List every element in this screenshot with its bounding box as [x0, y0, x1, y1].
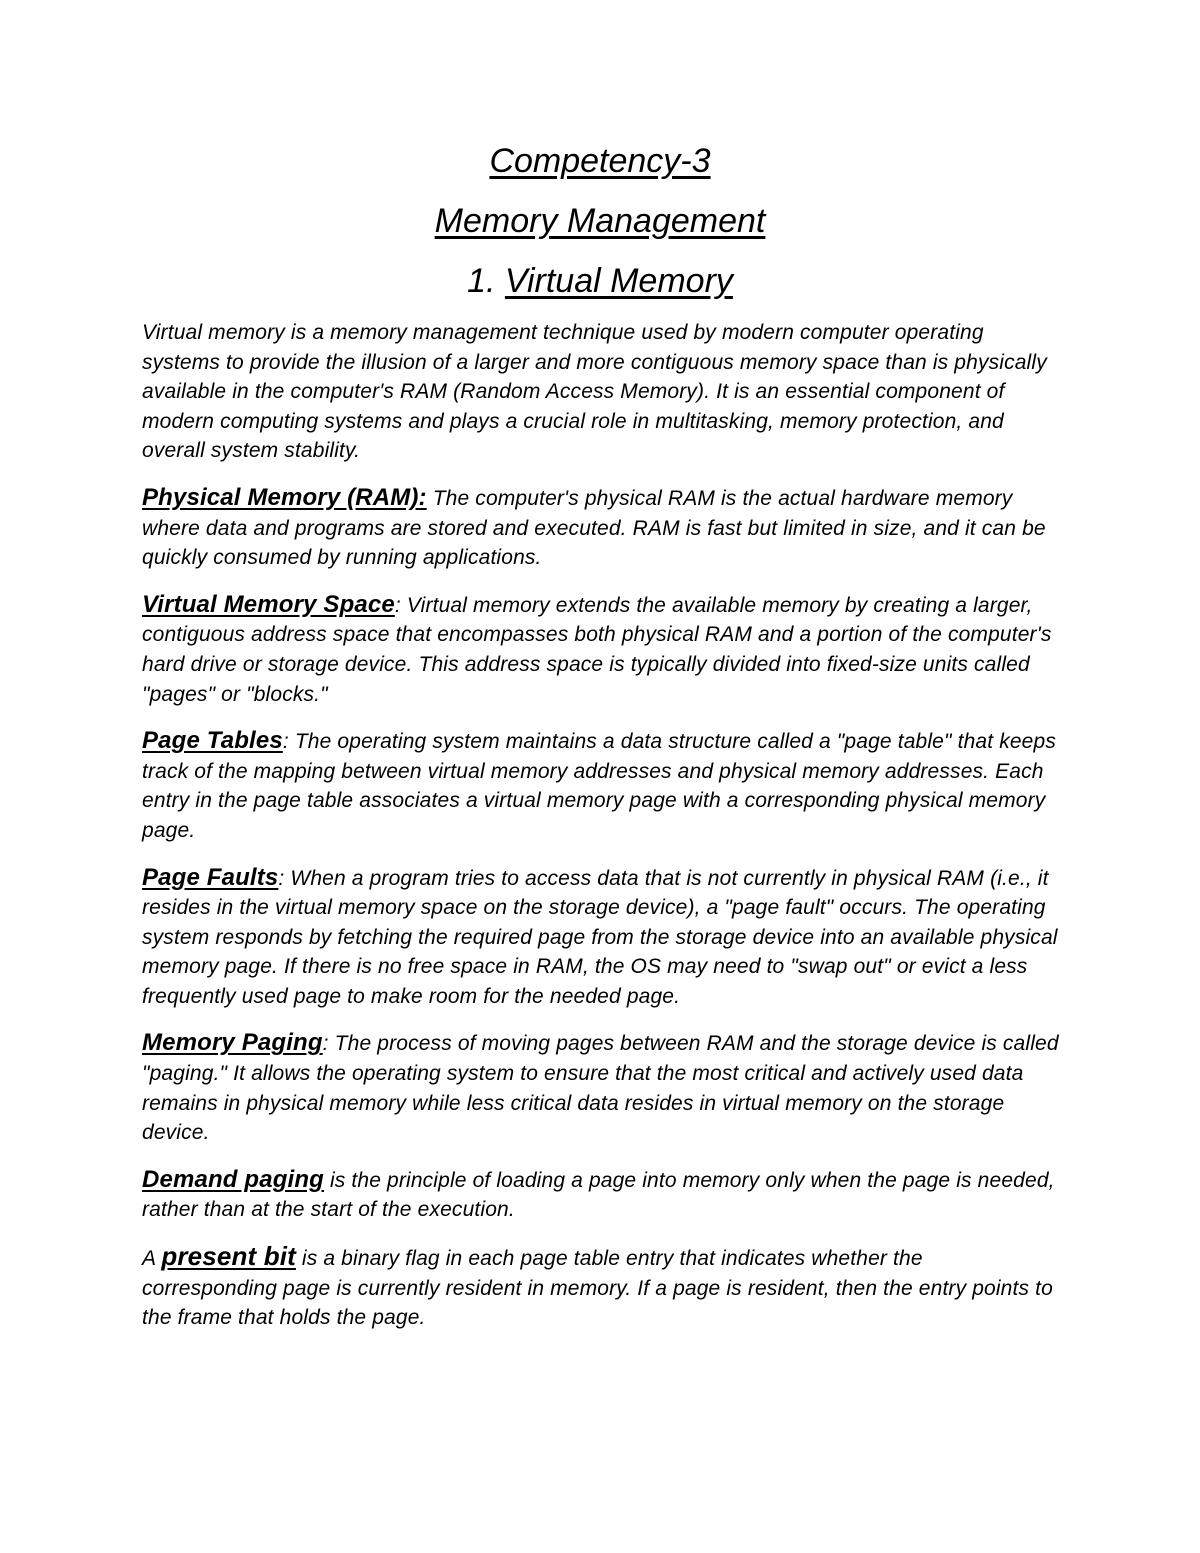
document-title-text: Competency-3	[489, 142, 711, 180]
separator: :	[282, 730, 289, 754]
definition-memory-paging: The process of moving pages between RAM and the storage device is called "paging." It allows the operating system to ensure that the most critical and actively used data remains in physical memory while less critical data resides in virtual memory on the storage device.	[142, 1032, 1059, 1145]
separator: :	[322, 1032, 329, 1056]
term-physical-memory: Physical Memory (RAM):	[142, 483, 427, 511]
definition-virtual-memory-space: Virtual memory extends the available memory by creating a larger, contiguous address space that encompasses both physical RAM and a portion of the computer's hard drive or storage device. This address space is typically divided into fixed-size units called "pages" or "blocks."	[142, 593, 1052, 706]
document-title	[0, 141, 1200, 181]
document-body	[142, 318, 1062, 1350]
definition-demand-paging: is the principle of loading a page into memory only when the page is needed, rather than at the start of the execution.	[142, 1168, 1055, 1222]
section-number: 1.	[467, 262, 496, 300]
term-memory-paging: Memory Paging	[142, 1029, 323, 1057]
paragraph-page-tables	[142, 726, 1062, 845]
section-title: Virtual Memory	[504, 262, 733, 300]
definition-page-faults: When a program tries to access data that is not currently in physical RAM (i.e., it resides in the virtual memory space on the storage device), a "page fault" occurs. The operating system responds by fetching the required page from the storage device into an available physical memory page. If there is no free space in RAM, the OS may need to "swap out" or evict a less frequently used page to make room for the needed page.	[142, 866, 1058, 1008]
present-bit-prefix: A	[142, 1247, 162, 1271]
paragraph-present-bit	[142, 1242, 1062, 1333]
document-subtitle-text: Memory Management	[434, 202, 766, 240]
term-present-bit: present bit	[161, 1241, 296, 1272]
term-virtual-memory-space: Virtual Memory Space	[142, 590, 395, 618]
document-subtitle	[0, 201, 1200, 241]
paragraph-physical-memory	[142, 483, 1062, 573]
paragraph-virtual-memory-space	[142, 590, 1062, 709]
separator: :	[394, 593, 401, 617]
definition-present-bit: is a binary flag in each page table entry that indicates whether the corresponding page is currently resident in memory. If a page is resident, then the entry points to the frame that holds the page.	[142, 1247, 1053, 1330]
term-page-faults: Page Faults	[142, 863, 279, 891]
term-page-tables: Page Tables	[142, 727, 283, 755]
paragraph-page-faults	[142, 863, 1062, 1012]
definition-page-tables: The operating system maintains a data structure called a "page table" that keeps track of the mapping between virtual memory addresses and physical memory addresses. Each entry in the page table associates a virtual memory page with a corresponding physical memory page.	[142, 730, 1056, 842]
paragraph-demand-paging	[142, 1165, 1062, 1225]
intro-paragraph: Virtual memory is a memory management technique used by modern computer operating systems to provide the illusion of a larger and more contiguous memory space than is physically available in the computer's RAM (Random Access Memory). It is an essential component of modern computing systems and plays a crucial role in multitasking, memory protection, and overall system stability.	[142, 321, 1047, 463]
separator: :	[278, 866, 285, 890]
definition-physical-memory: The computer's physical RAM is the actual hardware memory where data and programs are stored and executed. RAM is fast but limited in size, and it can be quickly consumed by running applications.	[142, 486, 1046, 570]
paragraph-memory-paging	[142, 1028, 1062, 1147]
term-demand-paging: Demand paging	[142, 1165, 324, 1193]
section-heading	[0, 261, 1200, 301]
